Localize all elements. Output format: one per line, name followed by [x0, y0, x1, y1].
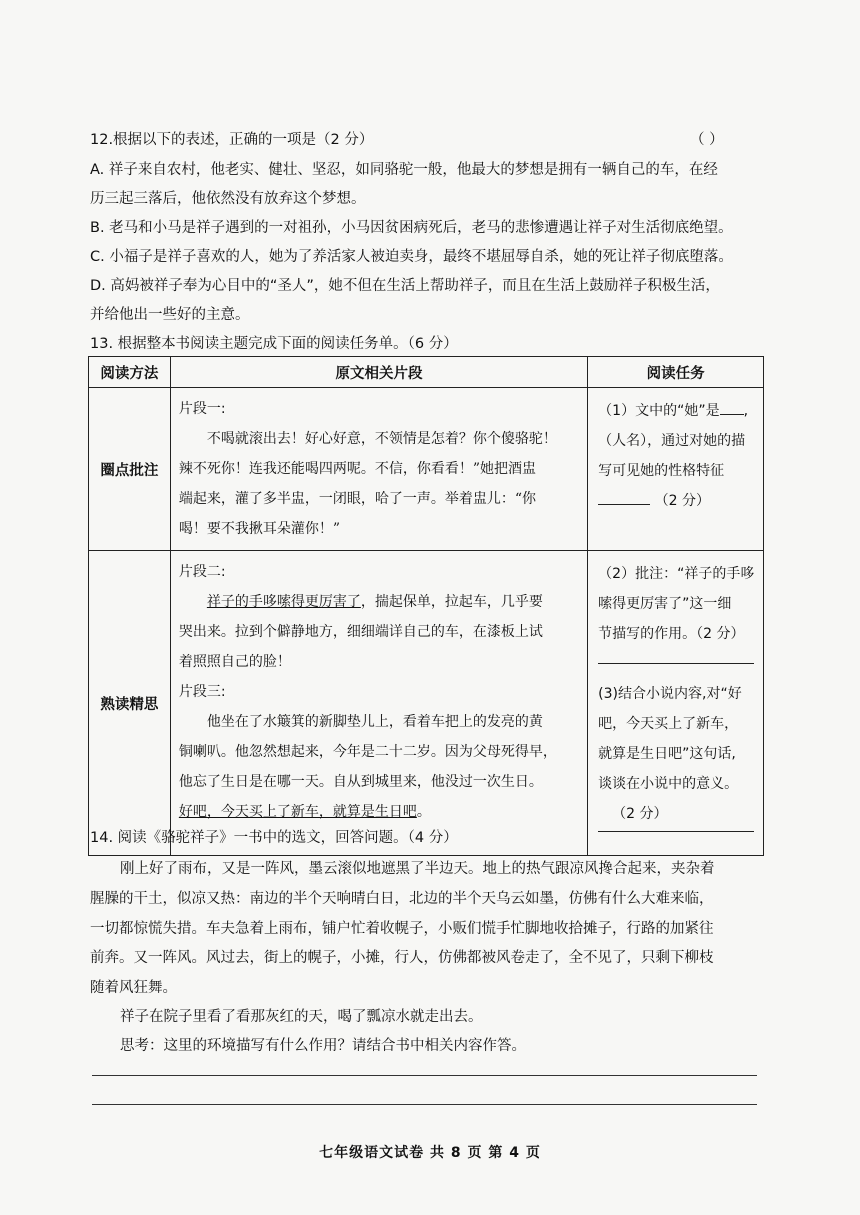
q12-option-a[interactable]: A. 祥子来自农村，他老实、健壮、坚忍，如同骆驼一般，他最大的梦想是拥有一辆自己的车，在经: [90, 162, 718, 178]
fragment-one-line: 端起来，灌了多半盅，一闭眼，哈了一声。举着盅儿：“你: [178, 491, 537, 507]
task-one-cell: （1）文中的“她”是 , （人名），通过对她的描 写可见她的性格特征 （2 分）: [588, 388, 764, 551]
header-method: 阅读方法: [89, 357, 171, 388]
q13-stem: 13. 根据整本书阅读主题完成下面的阅读任务单。（6 分）: [90, 336, 458, 352]
fragment-two-underline: 祥子的手哆嗦得更厉害了: [206, 594, 361, 610]
answer-line[interactable]: [92, 1104, 757, 1105]
task-three-line: 吧，今天买上了新车，: [598, 716, 739, 732]
task-one-line: （1）文中的“她”是: [598, 403, 720, 419]
answer-line[interactable]: [92, 1075, 757, 1076]
fragment-two-label: 片段二:: [178, 564, 226, 580]
fragment-three-line: 铜喇叭。他忽然想起来，今年是二十二岁。因为父母死得早，: [178, 744, 557, 760]
header-task: 阅读任务: [588, 357, 764, 388]
task-three-line: 就算是生日吧”这句话,: [598, 746, 736, 762]
task-three-answer-line[interactable]: [598, 831, 754, 832]
task-two-line: 嗦得更厉害了”这一细: [598, 596, 732, 612]
task-one-line: 写可见她的性格特征: [598, 463, 725, 479]
task-two-three-cell: [588, 551, 764, 856]
q14-question: 思考：这里的环境描写有什么作用？请结合书中相关内容作答。: [120, 1038, 526, 1054]
q14-stem: 14. 阅读《骆驼祥子》一书中的选文，回答问题。（4 分）: [90, 830, 458, 846]
passage-line: 腥臊的干土，似凉又热：南边的半个天响晴白日，北边的半个天乌云如墨，仿佛有什么大难来临，: [90, 891, 714, 907]
trait-blank[interactable]: [598, 504, 650, 505]
fragment-one-line: 喝！要不我揪耳朵灌你！”: [178, 521, 341, 537]
passage-line: 前奔。又一阵风。风过去，街上的幌子，小摊，行人，仿佛都被风卷走了，全不见了，只剩下柳枝: [90, 950, 714, 966]
q12-option-d[interactable]: D. 高妈被祥子奉为心目中的“圣人”，她不但在生活上帮助祥子，而且在生活上鼓励祥子积极生活，: [90, 278, 720, 294]
reading-task-table: [88, 356, 764, 856]
method-close-reading: 熟读精思: [89, 551, 171, 856]
passage-line: 一切都惊慌失措。车夫急着上雨布，铺户忙着收幌子，小贩们慌手忙脚地收拾摊子，行路的加紧往: [90, 921, 714, 937]
fragment-three-label: 片段三:: [178, 684, 226, 700]
table-row: [89, 388, 764, 551]
page-footer: 七年级语文试卷 共 8 页 第 4 页: [319, 1145, 541, 1161]
q12-option-b[interactable]: B. 老马和小马是祥子遇到的一对祖孙，小马因贫困病死后，老马的悲惨遭遇让祥子对生活彻底绝望。: [90, 220, 733, 236]
fragment-one-label: 片段一:: [178, 401, 226, 417]
task-three-line: (3)结合小说内容,对“好: [598, 686, 742, 702]
table-header-row: [89, 357, 764, 388]
fragment-one-line: 不喝就滚出去！好心好意，不领情是怎着？你个傻骆驼！: [206, 431, 557, 447]
passage-line: 随着风狂舞。: [90, 980, 177, 996]
task-two-line: 节描写的作用。（2 分）: [598, 626, 745, 642]
task-two-line: （2）批注：“祥子的手哆: [598, 566, 755, 582]
fragment-two-line: ，揣起保单，拉起车，几乎要: [360, 594, 543, 610]
passage-line: 祥子在院子里看了看那灰红的天，喝了瓢凉水就走出去。: [120, 1009, 483, 1025]
task-one-line: （人名），通过对她的描: [598, 433, 746, 449]
passage-line: 刚上好了雨布，又是一阵风，墨云滚似地遮黑了半边天。地上的热气跟凉风搀合起来，夹杂着: [120, 861, 715, 877]
header-fragment: 原文相关片段: [170, 357, 587, 388]
method-annotate: 圈点批注: [89, 388, 171, 551]
task-two-answer-line[interactable]: [598, 663, 754, 664]
fragment-two-three-cell: [170, 551, 587, 856]
fragment-three-end: 。: [416, 804, 431, 820]
name-blank[interactable]: [720, 414, 744, 415]
q12-option-c[interactable]: C. 小福子是祥子喜欢的人，她为了养活家人被迫卖身，最终不堪屈辱自杀，她的死让祥子彻底堕落。: [90, 249, 733, 265]
fragment-two-line: 着照照自己的脸！: [178, 654, 291, 670]
q12-option-a-cont: 历三起三落后，他依然没有放弃这个梦想。: [90, 191, 366, 207]
fragment-three-underline: 好吧，今天买上了新车，就算是生日吧: [178, 804, 417, 820]
task-three-line: 谈谈在小说中的意义。: [598, 776, 739, 792]
table-row: [89, 551, 764, 856]
fragment-three-line: 他忘了生日是在哪一天。自从到城里来，他没过一次生日。: [178, 774, 543, 790]
fragment-three-line: 他坐在了水簸箕的新脚垫儿上，看着车把上的发亮的黄: [206, 714, 543, 730]
q12-answer-paren[interactable]: （ ）: [690, 132, 724, 148]
fragment-two-line: 哭出来。拉到个僻静地方，细细端详自己的车，在漆板上试: [178, 624, 543, 640]
fragment-one-line: 辣不死你！连我还能喝四两呢。不信，你看看！”她把酒盅: [178, 461, 537, 477]
q12-stem: 12.根据以下的表述，正确的一项是（2 分）: [90, 132, 374, 148]
task-one-score: （2 分）: [654, 493, 710, 509]
fragment-one-cell: [170, 388, 587, 551]
task-three-score: （2 分）: [612, 806, 668, 822]
q12-option-d-cont: 并给他出一些好的主意。: [90, 307, 250, 323]
